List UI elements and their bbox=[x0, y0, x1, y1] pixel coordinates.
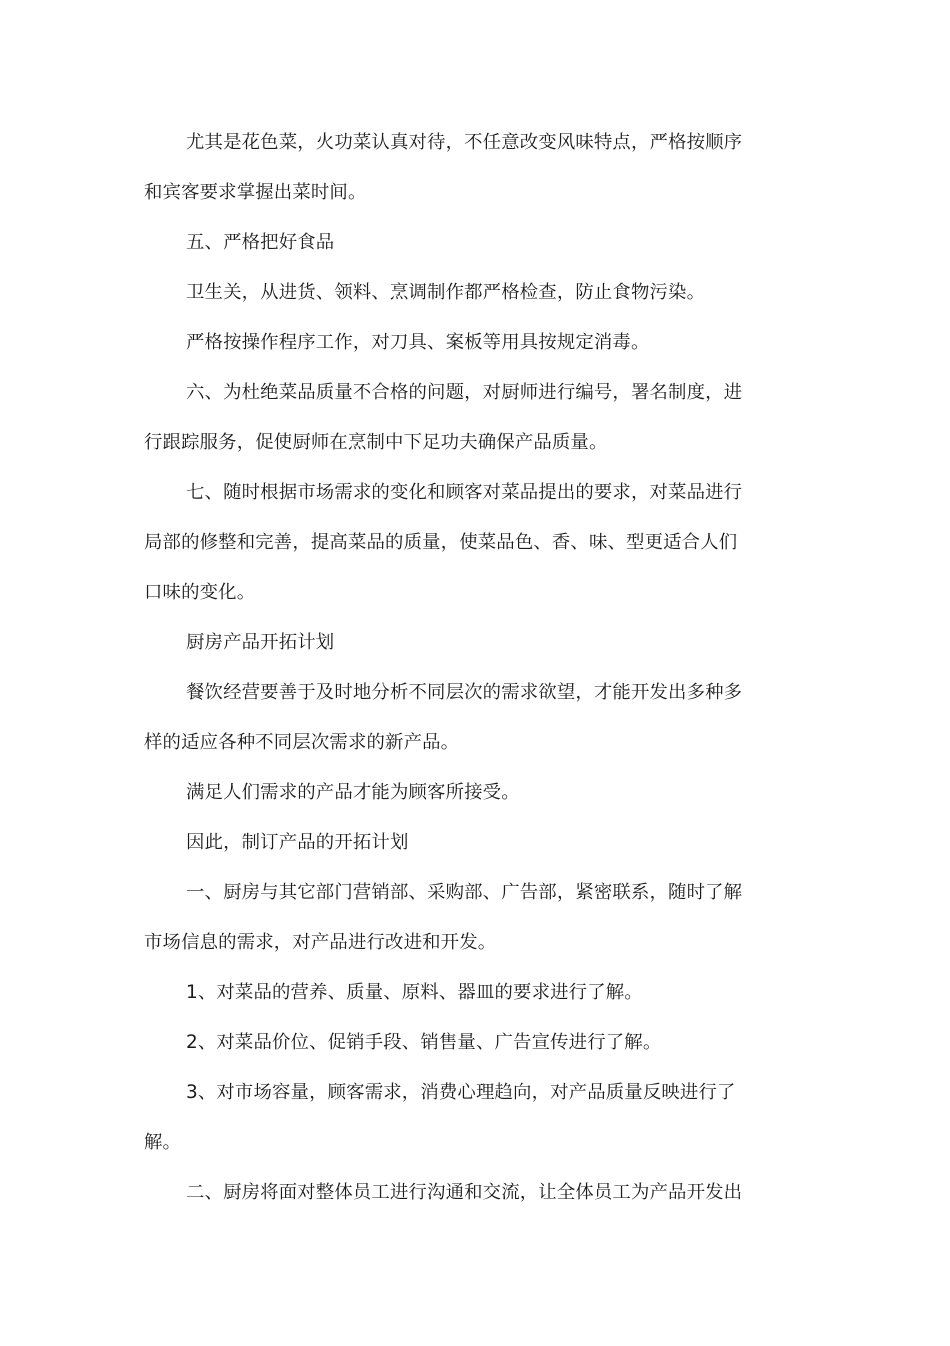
paragraph-line: 卫生关，从进货、领料、烹调制作都严格检查，防止食物污染。 bbox=[186, 282, 706, 303]
paragraph-line: 满足人们需求的产品才能为顾客所接受。 bbox=[186, 782, 520, 803]
list-item: 1、对菜品的营养、质量、原料、器皿的要求进行了解。 bbox=[186, 982, 643, 1003]
paragraph-line: 市场信息的需求，对产品进行改进和开发。 bbox=[144, 932, 497, 953]
paragraph-line: 二、厨房将面对整体员工进行沟通和交流，让全体员工为产品开发出 bbox=[186, 1182, 743, 1203]
paragraph-line: 餐饮经营要善于及时地分析不同层次的需求欲望，才能开发出多种多 bbox=[186, 682, 743, 703]
paragraph-line: 七、随时根据市场需求的变化和顾客对菜品提出的要求，对菜品进行 bbox=[186, 482, 743, 503]
section-heading: 厨房产品开拓计划 bbox=[186, 632, 335, 653]
section-heading: 五、严格把好食品 bbox=[186, 232, 335, 253]
document-body bbox=[144, 118, 756, 1218]
paragraph-line: 尤其是花色菜，火功菜认真对待，不任意改变风味特点，严格按顺序 bbox=[186, 132, 743, 153]
paragraph-line: 和宾客要求掌握出菜时间。 bbox=[144, 182, 367, 203]
paragraph-line: 行跟踪服务，促使厨师在烹制中下足功夫确保产品质量。 bbox=[144, 432, 608, 453]
paragraph-line: 因此，制订产品的开拓计划 bbox=[186, 832, 409, 853]
list-item: 2、对菜品价位、促销手段、销售量、广告宣传进行了解。 bbox=[186, 1032, 662, 1053]
paragraph-line: 一、厨房与其它部门营销部、采购部、广告部，紧密联系，随时了解 bbox=[186, 882, 743, 903]
list-item: 3、对市场容量，顾客需求，消费心理趋向，对产品质量反映进行了 bbox=[186, 1082, 736, 1103]
paragraph-line: 局部的修整和完善，提高菜品的质量，使菜品色、香、味、型更适合人们 bbox=[144, 532, 738, 553]
paragraph-line: 口味的变化。 bbox=[144, 582, 256, 603]
paragraph-line: 严格按操作程序工作，对刀具、案板等用具按规定消毒。 bbox=[186, 332, 650, 353]
paragraph-line: 六、为杜绝菜品质量不合格的问题，对厨师进行编号，署名制度，进 bbox=[186, 382, 743, 403]
paragraph-line: 解。 bbox=[144, 1132, 182, 1153]
paragraph-line: 样的适应各种不同层次需求的新产品。 bbox=[144, 732, 460, 753]
